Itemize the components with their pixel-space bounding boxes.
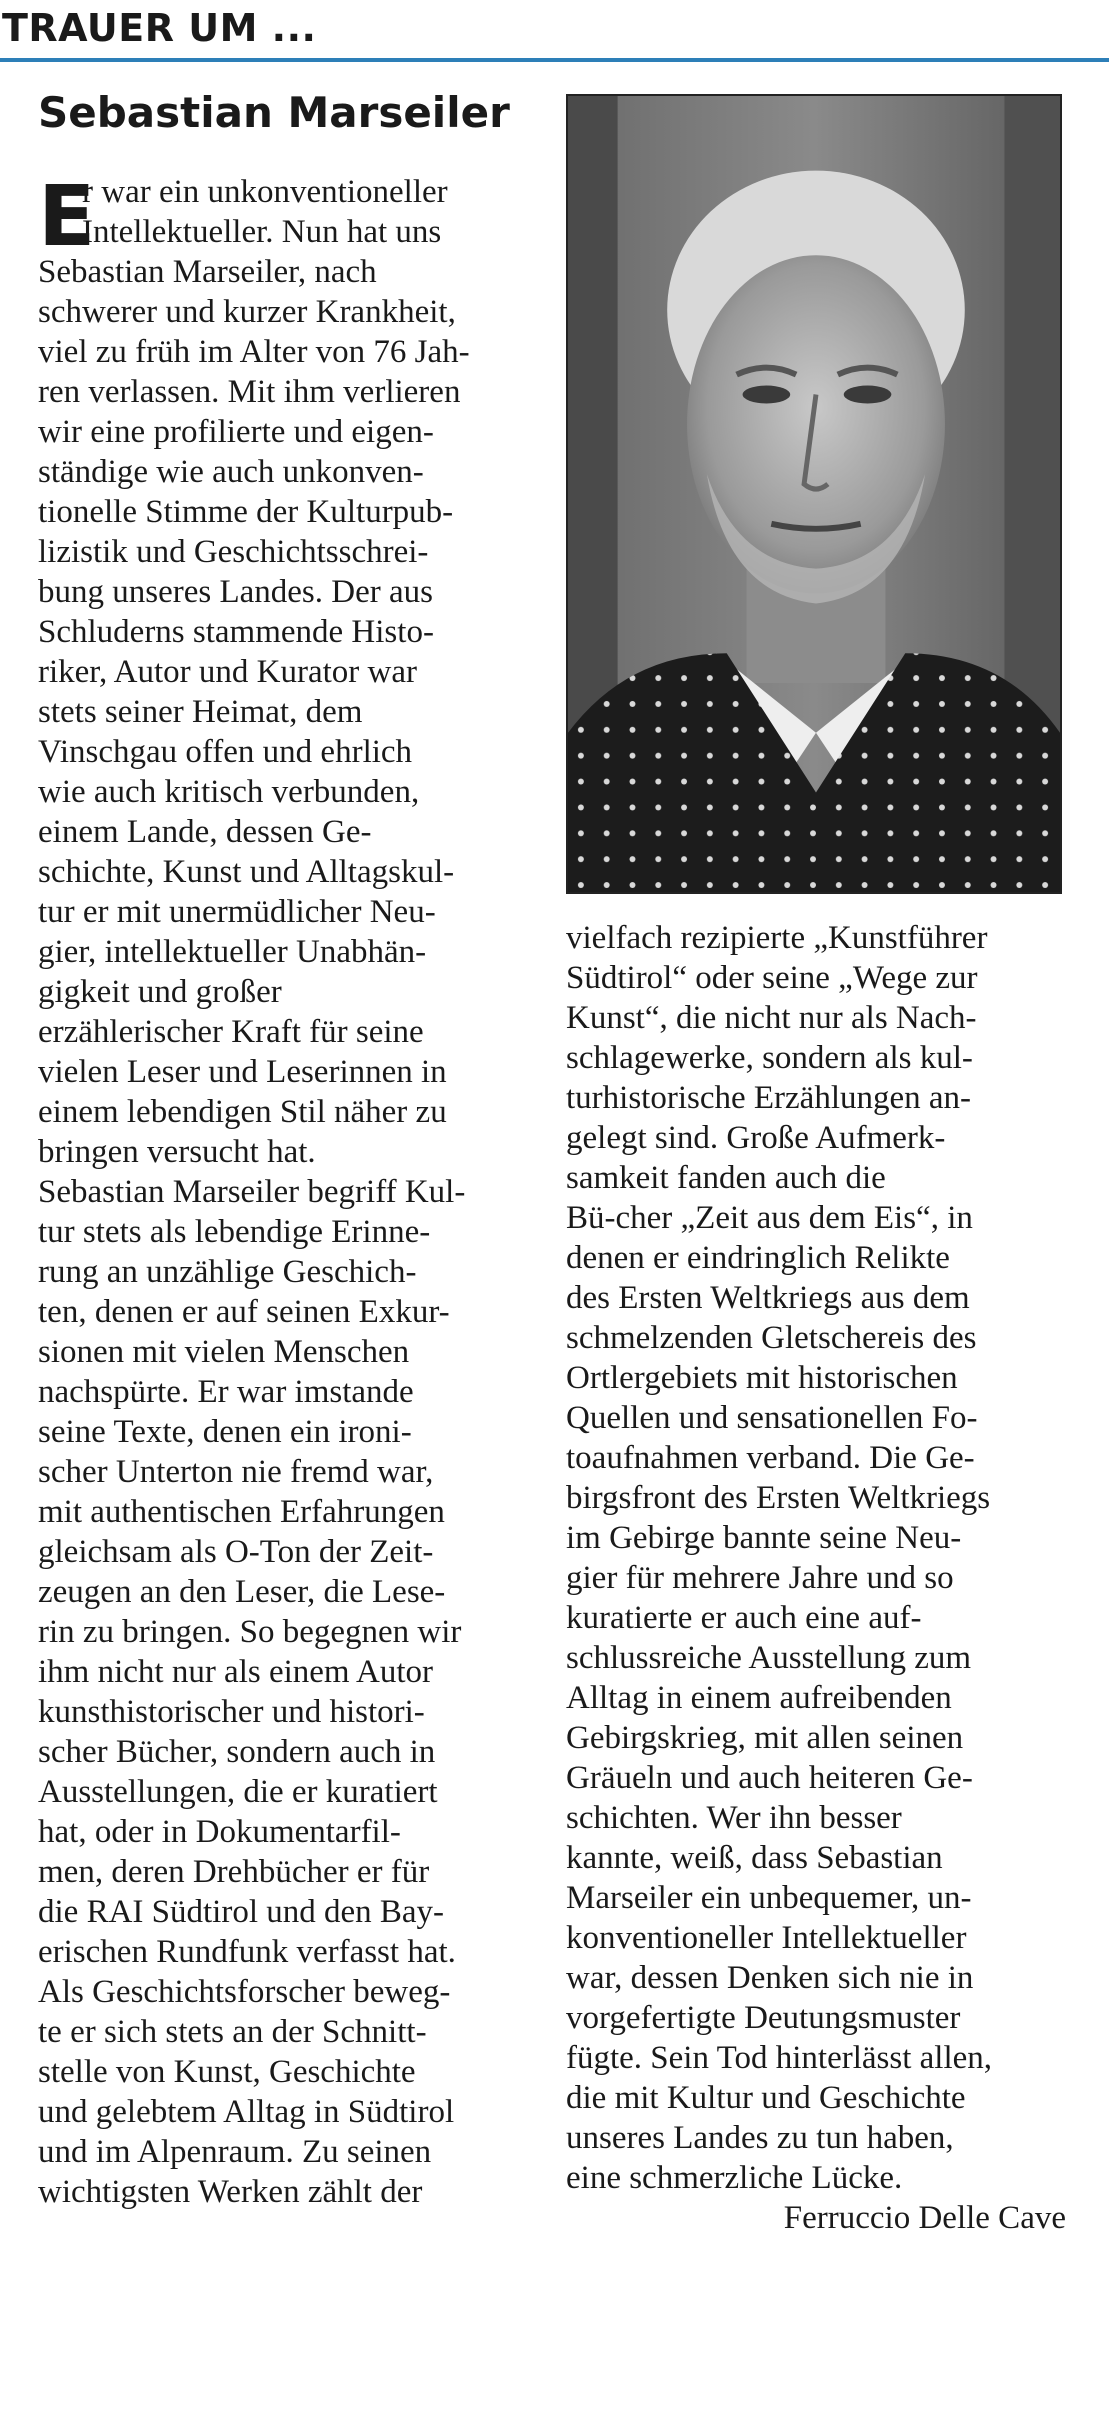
article-line: gigkeit und großer: [38, 974, 282, 1010]
article-line: Vinschgau offen und ehrlich: [38, 734, 413, 770]
article-line: im Gebirge bannte seine Neu-: [566, 1520, 962, 1556]
article-line: Intellektueller. Nun hat uns: [82, 214, 442, 250]
article-line: te er sich stets an der Schnitt-: [38, 2014, 427, 2050]
section-kicker: TRAUER UM ...: [2, 6, 317, 50]
article-line: wir eine profilierte und eigen-: [38, 414, 434, 450]
article-line: und im Alpenraum. Zu seinen: [38, 2134, 432, 2170]
section-header: [0, 0, 1109, 64]
article-line: die mit Kultur und Geschichte: [566, 2080, 966, 2116]
article-line: erischen Rundfunk verfasst hat.: [38, 1934, 456, 1970]
article-line: vorgefertigte Deutungsmuster: [566, 2000, 961, 2036]
article-line: r war ein unkonventioneller: [82, 174, 448, 210]
article-line: Bü-cher „Zeit aus dem Eis“, in: [566, 1200, 973, 1236]
article-line: gier, intellektueller Unabhän-: [38, 934, 427, 970]
article-line: scher Unterton nie fremd war,: [38, 1454, 434, 1490]
article-line: gelegt sind. Große Aufmerk-: [566, 1120, 946, 1156]
article-line: viel zu früh im Alter von 76 Jah-: [38, 334, 470, 370]
article-line: einem Lande, dessen Ge-: [38, 814, 372, 850]
article-line: stelle von Kunst, Geschichte: [38, 2054, 416, 2090]
article-line: Südtirol“ oder seine „Wege zur: [566, 960, 978, 996]
article-line: toaufnahmen verband. Die Ge-: [566, 1440, 975, 1476]
article-line: stets seiner Heimat, dem: [38, 694, 363, 730]
portrait-image: [568, 96, 1060, 892]
article-line: schwerer und kurzer Krankheit,: [38, 294, 456, 330]
drop-cap: E: [38, 167, 96, 265]
article-line: samkeit fanden auch die: [566, 1160, 886, 1196]
article-line: schmelzenden Gletschereis des: [566, 1320, 977, 1356]
article-line: scher Bücher, sondern auch in: [38, 1734, 436, 1770]
article-line: gier für mehrere Jahre und so: [566, 1560, 954, 1596]
header-rule: [0, 58, 1109, 62]
article-line: Gräueln und auch heiteren Ge-: [566, 1760, 973, 1796]
article-line: konventioneller Intellektueller: [566, 1920, 967, 1956]
article-line: schichte, Kunst und Alltagskul-: [38, 854, 455, 890]
article-line: kunsthistorischer und histori-: [38, 1694, 425, 1730]
article-line: sionen mit vielen Menschen: [38, 1334, 410, 1370]
article-line: tur er mit unermüdlicher Neu-: [38, 894, 436, 930]
portrait-photo: [566, 94, 1062, 894]
article-line: tionelle Stimme der Kulturpub-: [38, 494, 454, 530]
article-line: Sebastian Marseiler begriff Kul-: [38, 1174, 466, 1210]
article-line: einem lebendigen Stil näher zu: [38, 1094, 447, 1130]
article-line: Gebirgskrieg, mit allen seinen: [566, 1720, 964, 1756]
article-line: Alltag in einem aufreibenden: [566, 1680, 952, 1716]
article-column-right: [566, 918, 1066, 2238]
article-line: fügte. Sein Tod hinterlässt allen,: [566, 2040, 993, 2076]
article-line: ständige wie auch unkonven-: [38, 454, 424, 490]
article-line: gleichsam als O-Ton der Zeit-: [38, 1534, 434, 1570]
article-line: unseres Landes zu tun haben,: [566, 2120, 954, 2156]
article-line: schlussreiche Ausstellung zum: [566, 1640, 972, 1676]
article-line: schichten. Wer ihn besser: [566, 1800, 902, 1836]
article-line: Als Geschichtsforscher beweg-: [38, 1974, 451, 2010]
article-line: erzählerischer Kraft für seine: [38, 1014, 424, 1050]
article-line: kuratierte er auch eine auf-: [566, 1600, 922, 1636]
article-line: kannte, weiß, dass Sebastian: [566, 1840, 943, 1876]
article-line: riker, Autor und Kurator war: [38, 654, 417, 690]
article-line: nachspürte. Er war imstande: [38, 1374, 414, 1410]
article-line: lizistik und Geschichtsschrei-: [38, 534, 429, 570]
article-line: tur stets als lebendige Erinne-: [38, 1214, 431, 1250]
article-line: und gelebtem Alltag in Südtirol: [38, 2094, 455, 2130]
article-line: die RAI Südtirol und den Bay-: [38, 1894, 445, 1930]
article-line: vielen Leser und Leserinnen in: [38, 1054, 447, 1090]
article-line: Quellen und sensationellen Fo-: [566, 1400, 978, 1436]
author-byline: Ferruccio Delle Cave: [783, 2200, 1066, 2236]
article-line: Kunst“, die nicht nur als Nach-: [566, 1000, 977, 1036]
article-line: ihm nicht nur als einem Autor: [38, 1654, 434, 1690]
article-line: men, deren Drehbücher er für: [38, 1854, 430, 1890]
article-line: seine Texte, denen ein ironi-: [38, 1414, 412, 1450]
article-line: ten, denen er auf seinen Exkur-: [38, 1294, 450, 1330]
article-line: Schluderns stammende Histo-: [38, 614, 434, 650]
article-line: turhistorische Erzählungen an-: [566, 1080, 972, 1116]
article-line: denen er eindringlich Relikte: [566, 1240, 950, 1276]
article-line: vielfach rezipierte „Kunstführer: [566, 920, 988, 956]
article-line: ren verlassen. Mit ihm verlieren: [38, 374, 461, 410]
article-headline: Sebastian Marseiler: [38, 88, 510, 137]
article-line: Ausstellungen, die er kuratiert: [38, 1774, 438, 1810]
article-line: Sebastian Marseiler, nach: [38, 254, 377, 290]
article-line: birgsfront des Ersten Weltkriegs: [566, 1480, 991, 1516]
article-line: schlagewerke, sondern als kul-: [566, 1040, 973, 1076]
article-line: rung an unzählige Geschich-: [38, 1254, 417, 1290]
article-line: hat, oder in Dokumentarfil-: [38, 1814, 401, 1850]
article-column-left: [38, 167, 548, 2212]
article-line: rin zu bringen. So begegnen wir: [38, 1614, 462, 1650]
article-line: war, dessen Denken sich nie in: [566, 1960, 974, 1996]
article-line: wie auch kritisch verbunden,: [38, 774, 420, 810]
article-line: eine schmerzliche Lücke.: [566, 2160, 903, 2196]
article-line: des Ersten Weltkriegs aus dem: [566, 1280, 970, 1316]
article-line: mit authentischen Erfahrungen: [38, 1494, 445, 1530]
article-line: Marseiler ein unbequemer, un-: [566, 1880, 972, 1916]
article-line: zeugen an den Leser, die Lese-: [38, 1574, 446, 1610]
article-line: wichtigsten Werken zählt der: [38, 2174, 423, 2210]
article-line: Ortlergebiets mit historischen: [566, 1360, 958, 1396]
article-line: bung unseres Landes. Der aus: [38, 574, 433, 610]
article-line: bringen versucht hat.: [38, 1134, 316, 1170]
